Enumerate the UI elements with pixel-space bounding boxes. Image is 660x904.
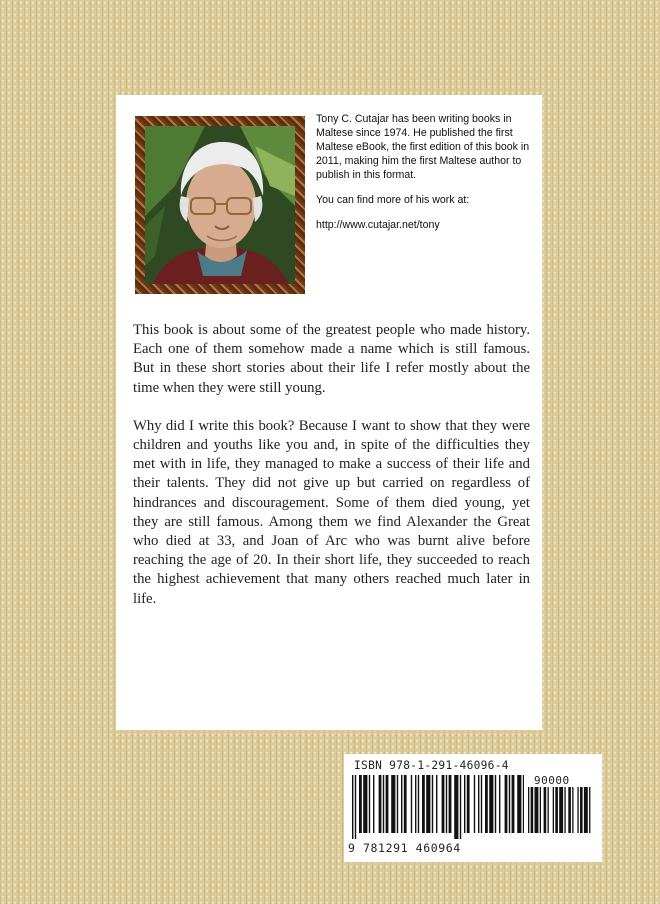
barcode-bar [432, 775, 433, 833]
barcode-bar [528, 787, 529, 833]
barcode-bar [426, 775, 430, 833]
author-photo [135, 116, 305, 294]
barcode-bar [568, 787, 571, 833]
barcode-bar [474, 775, 475, 833]
barcode-bar [544, 787, 547, 833]
barcode-bar [391, 775, 395, 833]
barcode-bar [555, 787, 558, 833]
barcode-bar [454, 775, 458, 839]
barcode-bar [355, 775, 356, 839]
barcode-bar [464, 775, 465, 833]
barcode-bar [386, 775, 389, 833]
price-code: 90000 [534, 774, 570, 787]
barcode-bar [572, 787, 573, 833]
barcode-bar [495, 775, 496, 833]
author-bio [316, 112, 531, 243]
isbn-label: ISBN 978-1-291-46096-4 [354, 759, 509, 772]
book-blurb [133, 321, 530, 628]
barcode-bar [449, 775, 452, 833]
barcode-bar [577, 787, 578, 833]
barcode-bar [489, 775, 493, 833]
author-portrait-image [145, 126, 295, 284]
barcode-bar [485, 775, 488, 833]
blurb-paragraph-1: This book is about some of the greatest people who made history. Each one of them somehow made a name which is still famous. But in these short stories about their life I refer mostly about the time when they were still young. [133, 322, 530, 396]
barcode-bar [369, 775, 370, 833]
content-panel [116, 95, 542, 730]
barcode-bar [481, 775, 482, 833]
barcode-bar [397, 775, 398, 833]
barcode-bar [478, 775, 479, 833]
barcode-bar [509, 775, 510, 833]
barcode-bar [564, 787, 565, 833]
barcode-bar [523, 775, 524, 833]
barcode-bar [460, 775, 461, 839]
barcode-bar [505, 775, 508, 833]
blurb-paragraph-2: Why did I write this book? Because I want to show that they were children and youths like you and, in spite of the difficulties they met with in life, they managed to make a success of their life and their talents. They did not give up but carried on regardless of hindrances and discouragement. Some of them died young, yet they are still famous. Among them we find Alexander the Great who died at 33, and Joan of Arc who was burnt alive before reaching the age of 20. In their short life, they succeeded to reach the highest achievement that many others reached much later in life. [133, 417, 530, 607]
barcode-bar [512, 775, 515, 833]
author-website-link[interactable]: http://www.cutajar.net/tony [316, 219, 440, 231]
barcode-digits: 781291 460964 [363, 841, 461, 855]
barcode-bar [415, 775, 416, 833]
barcode-bar [584, 787, 588, 833]
barcode-bar [535, 787, 539, 833]
author-bio-text: Tony C. Cutajar has been writing books in Maltese since 1974. He published the first Maltese eBook, the first edition of this book in 2011, making him the first Maltese author to publish in this format. [316, 113, 530, 181]
barcode-bar [363, 775, 367, 833]
barcode-bar [531, 787, 534, 833]
author-bio-link-intro: You can find more of his work at: [316, 194, 470, 206]
barcode-bar [580, 787, 583, 833]
barcode-bar [418, 775, 419, 833]
barcode-bar [359, 775, 362, 833]
barcode-bar [373, 775, 374, 833]
barcode-bar [401, 775, 402, 833]
price-addon-bars [528, 787, 592, 839]
isbn-barcode [344, 754, 602, 862]
barcode-bar [404, 775, 407, 833]
barcode-bar [442, 775, 445, 833]
barcode-bar [383, 775, 384, 833]
barcode-bar [553, 787, 554, 833]
barcode-bar [379, 775, 382, 833]
barcode-bar [548, 787, 549, 833]
barcode-bar [589, 787, 590, 833]
barcode-bar [352, 775, 353, 839]
barcode-bar [559, 787, 563, 833]
barcode-bar [467, 775, 470, 833]
barcode-bar [499, 775, 500, 833]
barcode-bar [540, 787, 541, 833]
barcode-first-digit: 9 [348, 841, 355, 855]
barcode-bar [411, 775, 412, 833]
barcode-bar [517, 775, 521, 833]
barcode-bar [436, 775, 437, 833]
barcode-bar [446, 775, 447, 833]
ean13-bars [352, 775, 524, 839]
barcode-bar [422, 775, 425, 833]
